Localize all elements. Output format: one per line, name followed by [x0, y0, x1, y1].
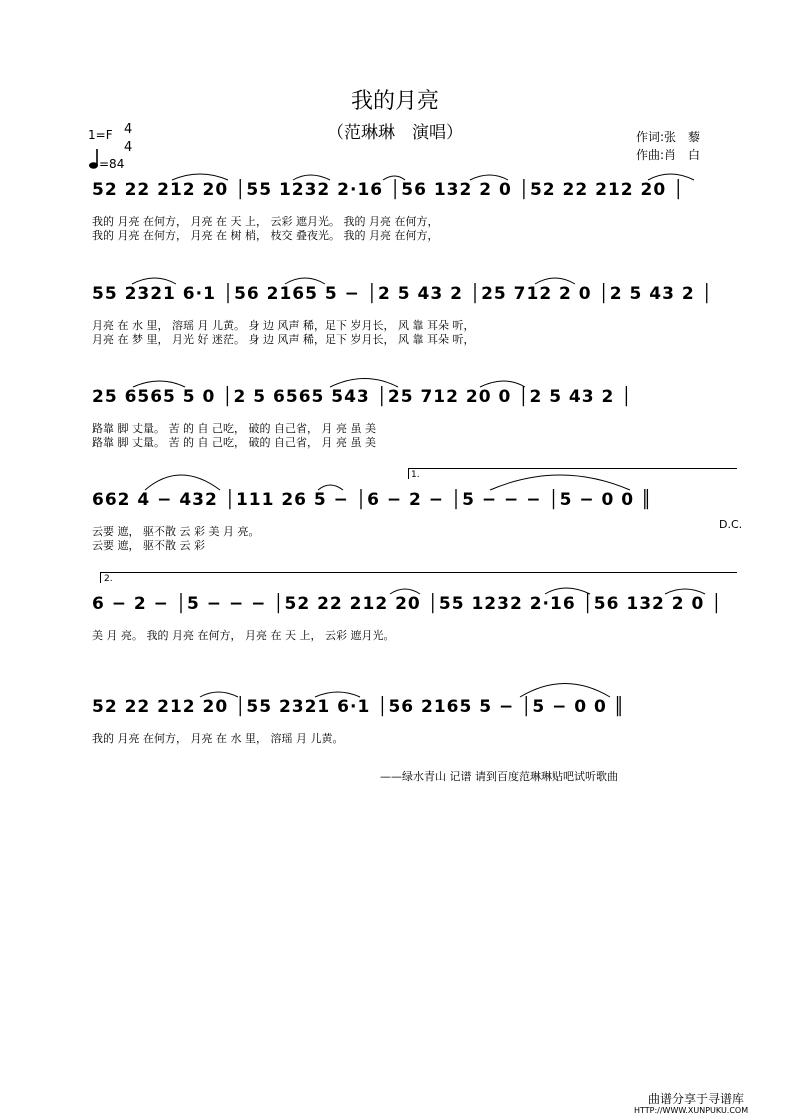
footer-site-url: HTTP://WWW.XUNPUKU.COM	[634, 1106, 749, 1115]
notation-line: 52 22 212 20 │55 2321 6·1 │56 2165 5 − │5 − 0 0 ║	[92, 697, 626, 717]
lyrics-verse-1: 我的 月亮 在何方， 月亮 在 天 上， 云彩 遮月光。 我的 月亮 在何方，	[92, 215, 439, 228]
tempo: =84	[99, 157, 125, 171]
second-ending-label: 2.	[104, 574, 113, 584]
lyrics-verse-1: 我的 月亮 在何方， 月亮 在 水 里， 溶瑶 月 儿黄。	[92, 732, 344, 745]
lyrics-verse-2: 我的 月亮 在何方， 月亮 在 树 梢， 枝交 叠夜光。 我的 月亮 在何方，	[92, 229, 439, 242]
time-signature-top: 4	[124, 122, 133, 137]
song-subtitle: （范琳琳 演唱）	[327, 123, 463, 143]
song-title: 我的月亮	[350, 89, 439, 114]
lyrics-verse-2: 月亮 在 梦 里， 月光 好 迷茫。 身 边 风声 稀，足下 岁月长， 风 靠 耳朵 听，	[92, 333, 475, 346]
lyricist: 作词:张 藜	[636, 130, 701, 144]
lyrics-verse-1: 路靠 脚 丈量。 苦 的 自 己吃， 破的 自己省， 月 亮 虽 美	[92, 422, 376, 435]
lyrics-verse-1: 美 月 亮。 我的 月亮 在何方， 月亮 在 天 上， 云彩 遮月光。	[92, 629, 395, 642]
key-signature: 1=F	[88, 128, 113, 142]
da-capo-marking: D.C.	[719, 518, 743, 531]
lyrics-verse-2: 云要 遮， 驱不散 云 彩	[92, 539, 205, 552]
notation-line: 55 2321 6·1 │56 2165 5 − │2 5 43 2 │25 712 2 0 │2 5 43 2 │	[92, 284, 713, 304]
transcriber-credit: ——绿水青山 记谱 请到百度范琳琳贴吧试听歌曲	[380, 770, 618, 783]
notation-line: 6 − 2 − │5 − − − │52 22 212 20 │55 1232 2·16 │56 132 2 0 │	[92, 594, 723, 614]
footer-site-name: 曲谱分享于寻谱库	[648, 1092, 745, 1106]
lyrics-verse-2: 路靠 脚 丈量。 苦 的 自 己吃， 破的 自己省， 月 亮 虽 美	[92, 436, 376, 449]
time-signature-bottom: 4	[124, 140, 133, 155]
composer: 作曲:肖 白	[636, 148, 701, 162]
notation-line: 662 4 − 432 │111 26 5 − │6 − 2 − │5 − − − │5 − 0 0 ║	[92, 490, 653, 510]
lyrics-verse-1: 月亮 在 水 里， 溶瑶 月 儿黄。 身 边 风声 稀，足下 岁月长， 风 靠 耳朵 听，	[92, 319, 475, 332]
notation-line: 52 22 212 20 │55 1232 2·16 │56 132 2 0 │52 22 212 20 │	[92, 180, 685, 200]
notation-line: 25 6565 5 0 │2 5 6565 543 │25 712 20 0 │2 5 43 2 │	[92, 387, 633, 407]
first-ending-label: 1.	[411, 470, 420, 480]
lyrics-verse-1: 云要 遮， 驱不散 云 彩 美 月 亮。	[92, 525, 260, 538]
